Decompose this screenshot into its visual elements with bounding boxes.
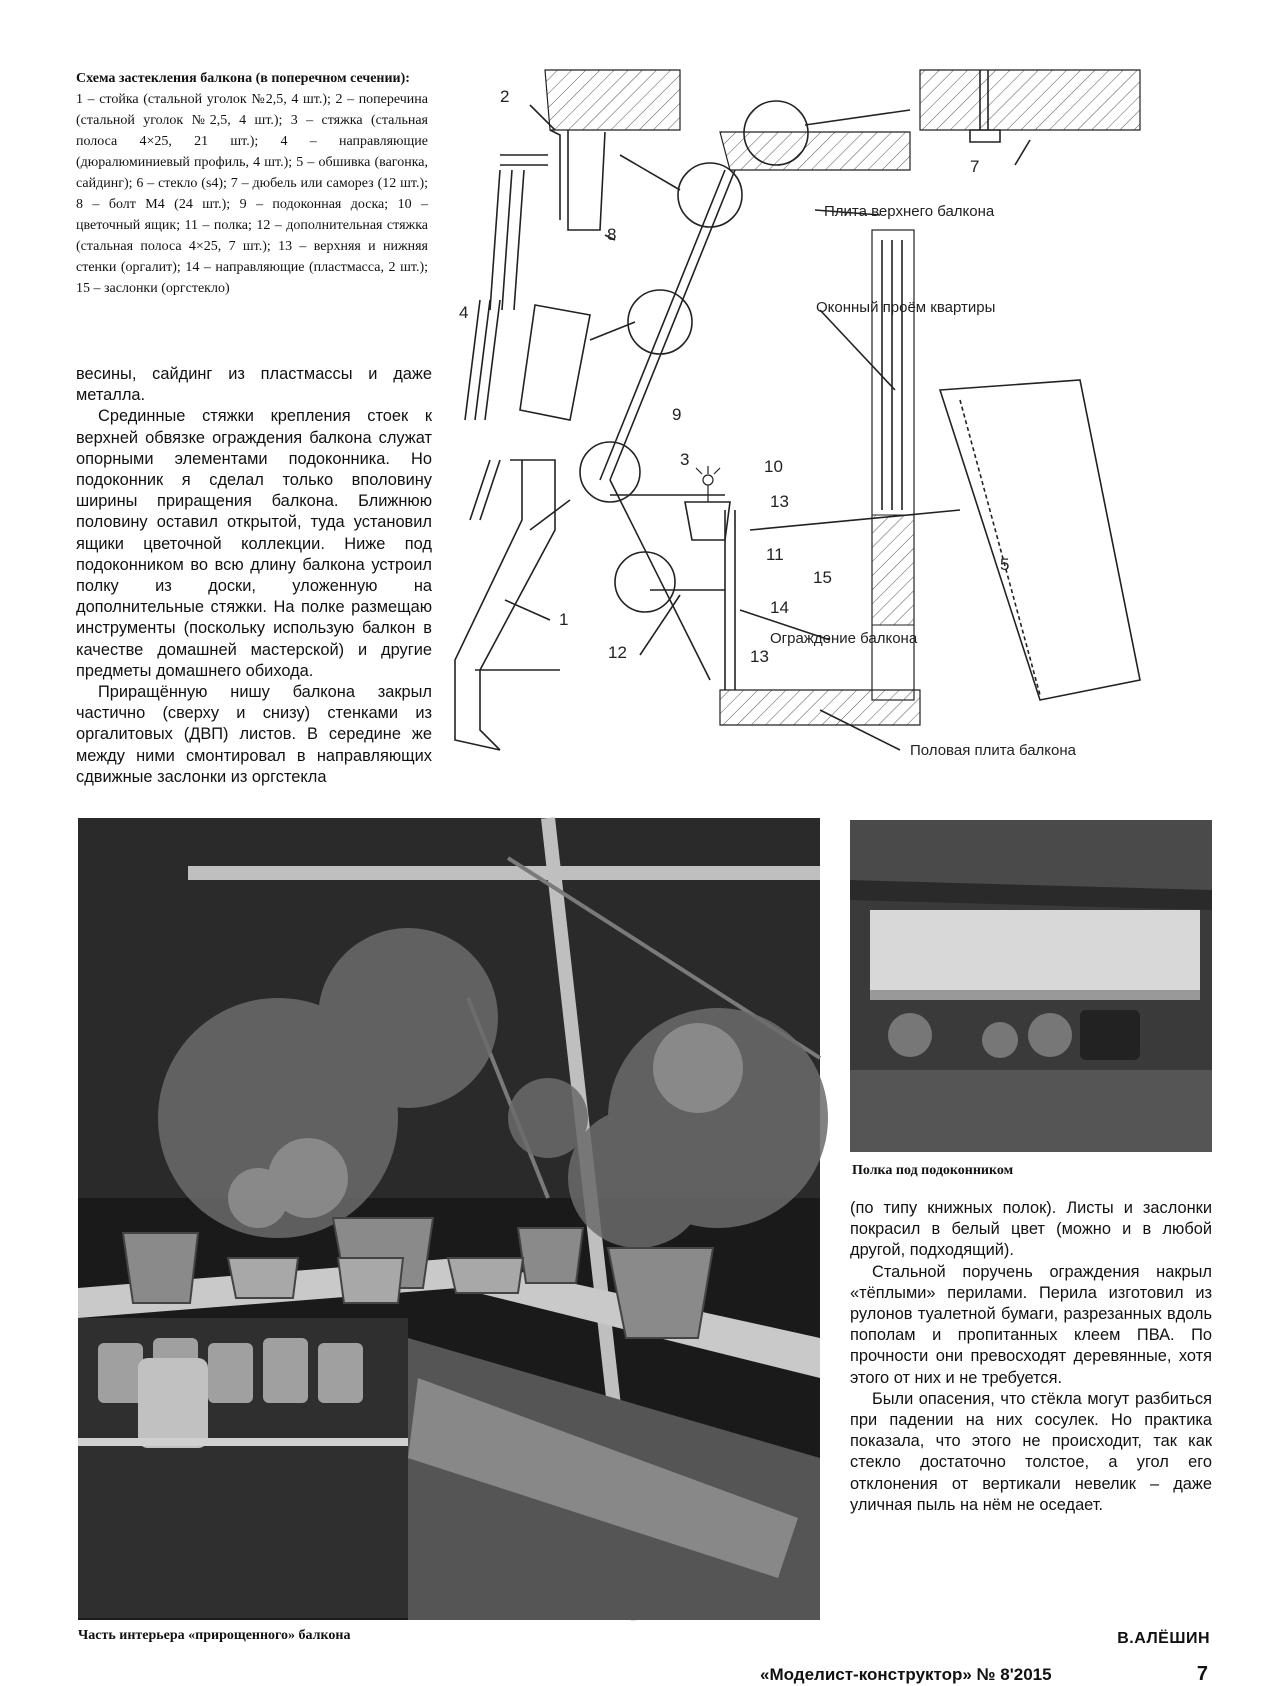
callout-7: 7 [970,157,980,176]
scheme-caption [76,68,428,299]
callout-15: 15 [813,568,832,587]
label-window-opening: Оконный проём квартиры [816,299,996,316]
paragraph: Стальной поручень ограждения накрыл «тёплыми» перилами. Перила изготовил из рулонов туалетной бумаги, разрезанных вдоль пополам и пропитанных клеем ПВА. По прочности они превосходят деревянные, хотя этого от них и не требуется. [850,1262,1212,1387]
flower-sketch [696,466,720,502]
photo-shelf-under-sill [850,820,1212,1152]
callout-1: 1 [559,610,569,629]
callout-8: 8 [607,225,617,244]
label-upper-slab: Плита верхнего балкона [824,203,995,220]
callout-2: 2 [500,87,510,106]
paragraph: Срединные стяжки крепления стоек к верхней обвязке ограждения балкона служат опорными элементами подоконника. Но подоконник я сделал только вполовину ширины приращения балкона. Ближнюю половину оставил открытой, туда установил ящики цветочной коллекции. Ниже под подоконником во всю длину балкона устроил полку из доски, уложенную на дополнительные стяжки. На полке размещаю инструменты (поскольку использую балкон в качестве домашней мастерской) и другие предметы домашнего обихода. [76,407,432,680]
photo-main-caption: Часть интерьера «прирощенного» балкона [78,1628,351,1643]
photo-balcony-interior [78,818,820,1620]
paragraph: Приращённую нишу балкона закрыл частично (сверху и снизу) стенками из оргалитовых (ДВП) листов. В середине же между ними смонтировал в направляющих сдвижные заслонки из оргстекла [76,683,432,786]
article-column-3 [850,1198,1212,1516]
callout-9: 9 [672,405,682,424]
balcony-glazing-diagram [440,60,1220,815]
paragraph: (по типу книжных полок). Листы и заслонки покрасил в белый цвет (можно и в любой другой, подходящий). [850,1199,1212,1260]
scheme-caption-legend: 1 – стойка (стальной уголок №2,5, 4 шт.); 2 – поперечина (стальной уголок №2,5, 4 шт.); 3 – стяжка (стальная полоса 4×25, 21 шт.); 4 – направляющие (дюралюминиевый профиль, 4 шт.); 5 – обшивка (вагонка, сайдинг); 6 – стекло (s4); 7 – дюбель или саморез (12 шт.); 8 – болт М4 (24 шт.); 9 – подоконная доска; 10 – цветочный ящик; 11 – полка; 12 – дополнительная стяжка (стальная полоса 4×25, 7 шт.); 13 – верхняя и нижняя стенки (оргалит); 14 – направляющие (пластмасса, 2 шт.); 15 – заслонки (оргстекло) [76,92,428,296]
author-signature: В.АЛЁШИН [1117,1630,1210,1647]
paragraph: Были опасения, что стёкла могут разбиться при падении на них сосулек. Но практика показала, что этого не происходит, так как стекло достаточно толстое, а угол его отклонения от вертикали невелик – даже уличная пыль на нём не оседает. [850,1389,1212,1514]
photo-small-caption: Полка под подоконником [852,1163,1014,1178]
footer-magazine-issue: «Моделист-конструктор» № 8'2015 [760,1665,1052,1684]
callout-3: 3 [680,450,690,469]
paragraph: весины, сайдинг из пластмассы и даже металла. [76,365,432,405]
callout-12: 12 [608,643,627,662]
callout-10: 10 [764,457,783,476]
label-floor-slab: Половая плита балкона [910,742,1076,759]
scheme-caption-title: Схема застекления балкона (в поперечном сечении): [76,71,410,86]
callout-13-top: 13 [770,492,789,511]
callout-14: 14 [770,598,789,617]
callout-5: 5 [1000,555,1010,574]
callout-11: 11 [766,545,784,564]
page-number: 7 [1196,1663,1208,1685]
callout-4: 4 [459,303,469,322]
callout-13-bottom: 13 [750,647,769,666]
article-column-1 [76,364,432,788]
label-railing: Ограждение балкона [770,630,918,647]
